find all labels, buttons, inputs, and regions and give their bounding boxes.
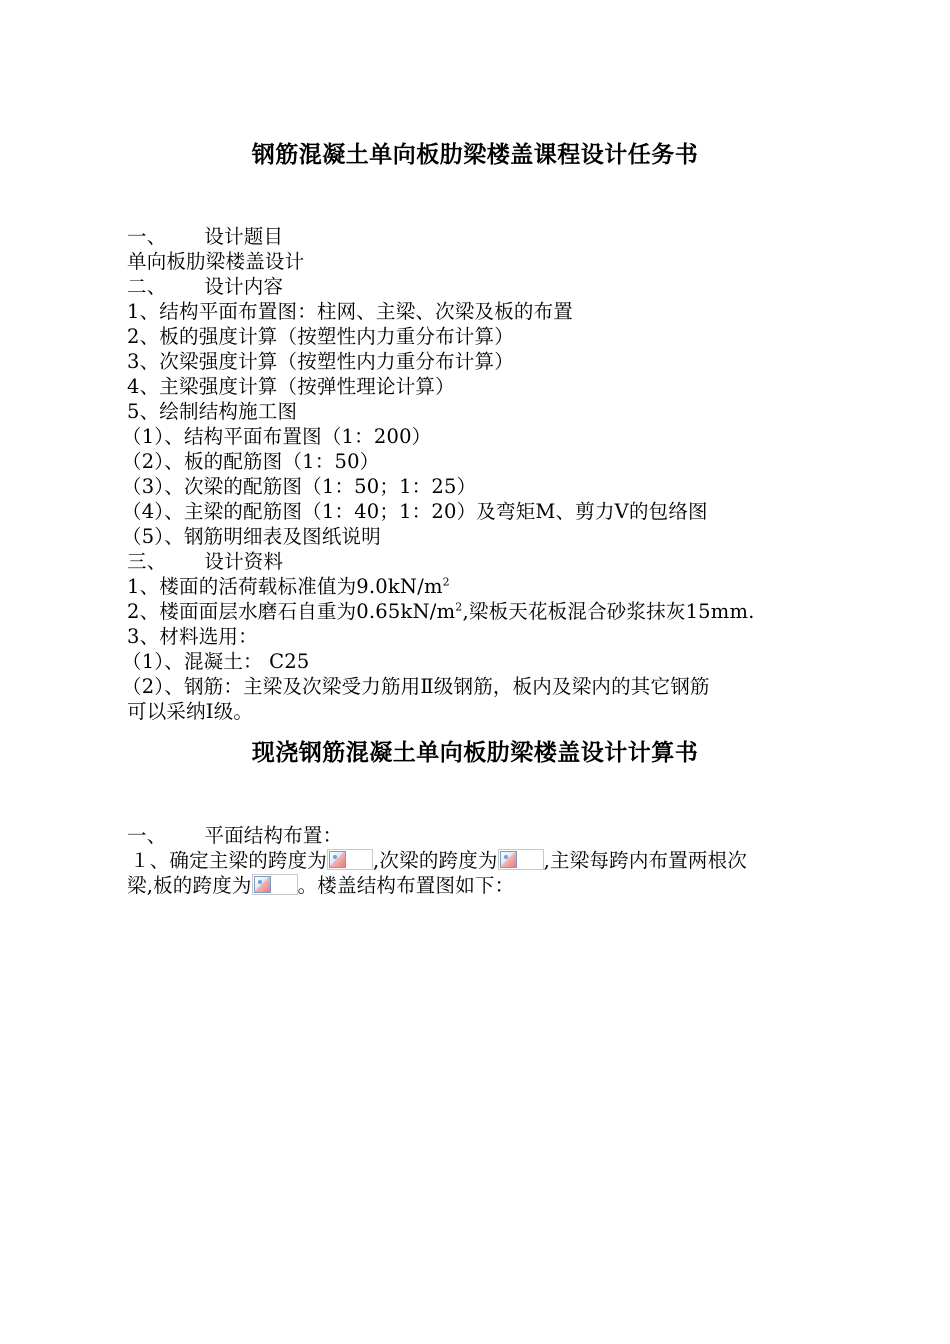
calc-text: 梁,板的跨度为 bbox=[127, 874, 252, 897]
drawing-item: （3）、次梁的配筋图（1：50；1：25） bbox=[122, 475, 477, 498]
calc-book-title: 现浇钢筋混凝土单向板肋梁楼盖设计计算书 bbox=[251, 740, 699, 766]
superscript: 2 bbox=[455, 600, 463, 614]
material-text: 1、楼面的活荷载标准值为9.0kN/m bbox=[127, 575, 443, 598]
broken-image-icon bbox=[252, 874, 298, 895]
calc-section-heading bbox=[127, 823, 342, 848]
material-text: 2、楼面面层水磨石自重为0.65kN/m bbox=[127, 600, 456, 623]
content-item: 1、结构平面布置图：柱网、主梁、次梁及板的布置 bbox=[127, 300, 574, 323]
section-heading-2 bbox=[127, 274, 283, 299]
drawing-item: （1）、结构平面布置图（1：200） bbox=[122, 425, 432, 448]
material-item: 3、材料选用： bbox=[127, 625, 258, 648]
material-subitem: （2）、钢筋：主梁及次梁受力筋用Ⅱ级钢筋，板内及梁内的其它钢筋 bbox=[122, 675, 710, 698]
task-book-title: 钢筋混凝土单向板肋梁楼盖课程设计任务书 bbox=[251, 142, 699, 168]
broken-image-icon bbox=[498, 849, 544, 870]
section-label: 设计内容 bbox=[204, 275, 284, 298]
calc-paragraph-line bbox=[130, 848, 747, 873]
content-item: 2、板的强度计算（按塑性内力重分布计算） bbox=[127, 325, 514, 348]
section-number: 一、 bbox=[127, 225, 167, 248]
content-item: 3、次梁强度计算（按塑性内力重分布计算） bbox=[127, 350, 514, 373]
section-label: 设计资料 bbox=[204, 550, 284, 573]
section-number: 三、 bbox=[127, 550, 167, 573]
calc-text: １、确定主梁的跨度为 bbox=[130, 849, 328, 872]
material-subitem-continued: 可以采纳Ⅰ级。 bbox=[127, 700, 254, 723]
broken-image-icon bbox=[327, 849, 373, 870]
calc-paragraph-line bbox=[127, 873, 514, 898]
material-subitem: （1）、混凝土： C25 bbox=[122, 650, 310, 673]
section-heading-3 bbox=[127, 549, 283, 574]
calc-text: 。楼盖结构布置图如下： bbox=[297, 874, 515, 897]
calc-text: ,主梁每跨内布置两根次 bbox=[543, 849, 748, 872]
content-item: 5、绘制结构施工图 bbox=[127, 400, 298, 423]
section-label: 设计题目 bbox=[204, 225, 284, 248]
section-label: 平面结构布置： bbox=[204, 824, 343, 847]
superscript: 2 bbox=[442, 575, 450, 589]
content-item: 4、主梁强度计算（按弹性理论计算） bbox=[127, 375, 455, 398]
drawing-item: （2）、板的配筋图（1：50） bbox=[122, 450, 380, 473]
drawing-item: （4）、主梁的配筋图（1：40；1：20）及弯矩M、剪力V的包络图 bbox=[122, 500, 708, 523]
drawing-item: （5）、钢筋明细表及图纸说明 bbox=[122, 525, 381, 548]
calc-text: ,次梁的跨度为 bbox=[373, 849, 498, 872]
material-item bbox=[127, 599, 755, 624]
material-item bbox=[127, 574, 450, 599]
material-text: ,梁板天花板混合砂浆抹灰15mm. bbox=[462, 600, 755, 623]
section-number: 二、 bbox=[127, 275, 167, 298]
section-heading-1 bbox=[127, 224, 283, 249]
section-number: 一、 bbox=[127, 824, 167, 847]
design-topic: 单向板肋梁楼盖设计 bbox=[127, 250, 305, 273]
